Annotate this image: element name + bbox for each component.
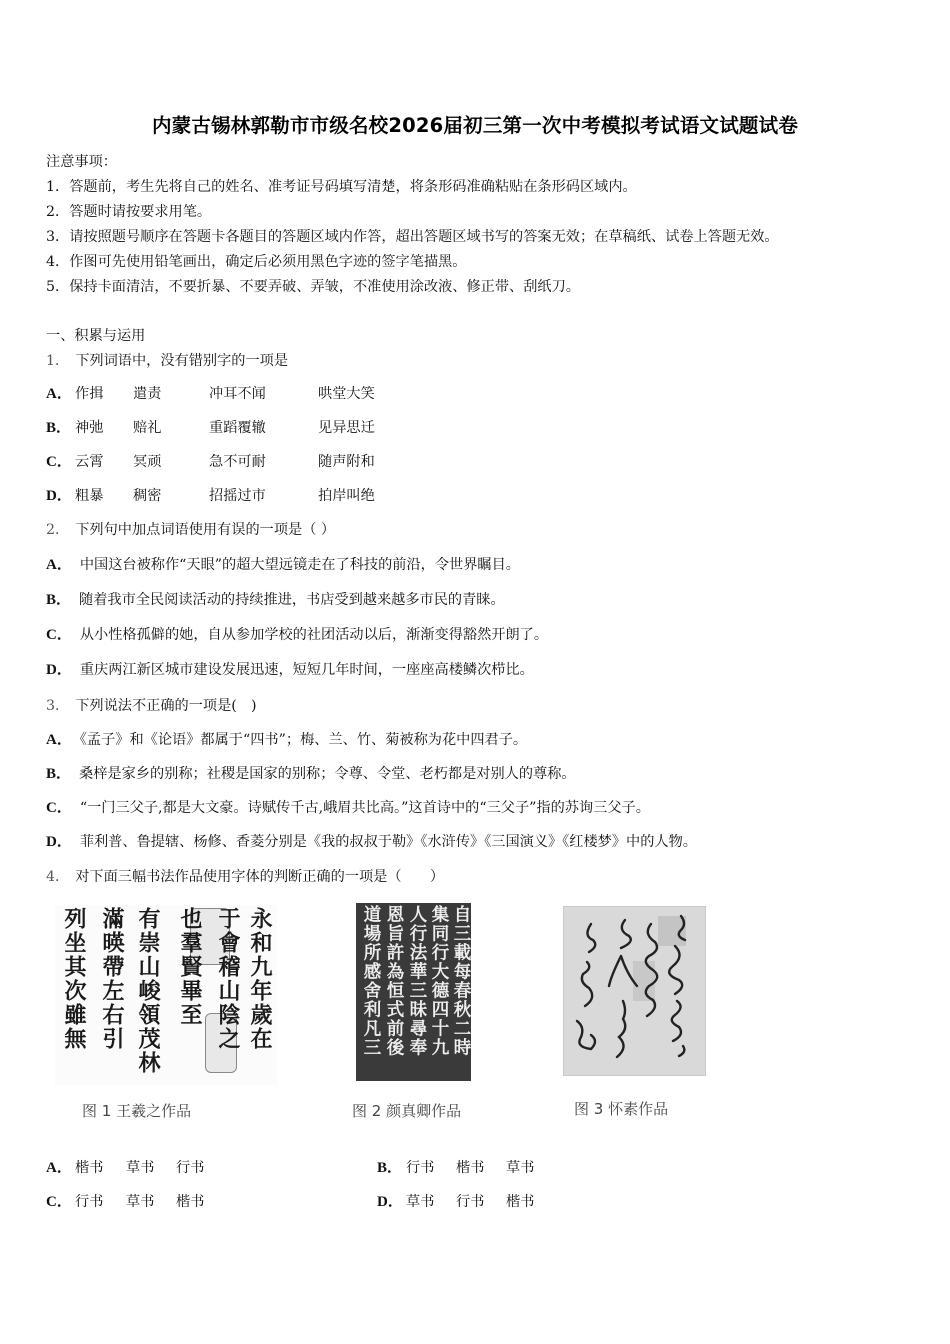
figure-3-caption: 图 3 怀素作品 [574,1100,669,1118]
q3-option-d[interactable] [46,832,697,852]
section-heading: 一、积累与运用 [46,328,146,344]
calligraphy-column: 集同行大德四十九 [429,905,449,1057]
calligraphy-column: 恩旨許為恒式前後 [384,905,404,1057]
option-word: 行书 [176,1160,205,1176]
option-text: 《孟子》和《论语》都属于“四书”；梅、兰、竹、菊被称为花中四君子。 [79,732,528,748]
option-label: C． [46,1194,72,1210]
option-word: 草书 [126,1194,155,1210]
q3-option-c[interactable] [46,798,650,818]
option-label: C． [46,627,72,643]
option-word: 行书 [75,1194,104,1210]
notice-text: 作图可先使用铅笔画出，确定后必须用黑色字迹的签字笔描黑。 [69,254,467,270]
calligraphy-column: 列坐其次雖無 [61,907,87,1051]
option-label: D． [46,834,72,850]
option-text: 重庆两江新区城市建设发展迅速，短短几年时间，一座座高楼鳞次栉比。 [79,662,534,678]
q2-option-c[interactable] [46,625,548,645]
option-word: 随声附和 [318,454,375,470]
option-word: 神弛 [75,420,104,436]
question-text: 对下面三幅书法作品使用字体的判断正确的一项是（ ） [75,869,445,885]
question-1-stem [46,351,288,371]
calligraphy-column: 有崇山峻領茂林 [135,907,161,1075]
option-word: 草书 [126,1160,155,1176]
option-text: “一门三父子,都是大文豪。诗赋传千古,峨眉共比高。”这首诗中的“三父子”指的苏询三父子。 [79,800,650,816]
q4-option-d[interactable] [377,1192,677,1212]
question-4-stem [46,867,444,887]
notice-num: 5． [46,279,70,295]
q2-option-d[interactable] [46,660,534,680]
notice-num: 4． [46,254,70,270]
option-label: B． [377,1160,403,1176]
notice-num: 1． [46,179,70,195]
cursive-strokes-icon [563,906,706,1076]
q1-option-a[interactable] [46,384,446,404]
question-3-stem [46,696,257,716]
option-text: 中国这台被称作“天眼”的超大望远镜走在了科技的前沿，令世界瞩目。 [79,557,520,573]
q4-option-a[interactable] [46,1158,346,1178]
notice-heading: 注意事项： [46,154,117,170]
option-label: B． [46,420,72,436]
question-number: 2． [46,522,70,538]
option-word: 作揖 [75,386,104,402]
option-word: 见异思迁 [318,420,375,436]
option-word: 冥顽 [133,454,162,470]
notice-item [46,177,637,197]
option-word: 楷书 [75,1160,104,1176]
option-word: 拍岸叫绝 [318,488,375,504]
option-word: 行书 [406,1160,435,1176]
q2-option-b[interactable] [46,590,505,610]
q1-option-d[interactable] [46,486,446,506]
calligraphy-column: 道場所感舍利凡三 [361,905,381,1057]
calligraphy-column: 于會稽山陰之 [215,907,241,1051]
option-word: 草书 [506,1160,535,1176]
q3-option-a[interactable] [46,730,527,750]
option-label: C． [46,800,72,816]
option-word: 哄堂大笑 [318,386,375,402]
option-text: 随着我市全民阅读活动的持续推进，书店受到越来越多市民的青睐。 [79,592,505,608]
question-text: 下列句中加点词语使用有误的一项是（ ） [75,522,336,538]
q4-option-b[interactable] [377,1158,677,1178]
notice-text: 保持卡面清洁，不要折暴、不要弄破、弄皱，不准使用涂改液、修正带、刮纸刀。 [69,279,580,295]
question-text: 下列说法不正确的一项是( ) [75,698,257,714]
option-text: 从小性格孤僻的她，自从参加学校的社团活动以后，渐渐变得豁然开朗了。 [79,627,549,643]
notice-item [46,252,466,272]
calligraphy-figure-2-image [356,903,471,1081]
figure-2-caption: 图 2 颜真卿作品 [352,1102,462,1120]
question-text: 下列词语中，没有错别字的一项是 [75,353,289,369]
option-word: 云霄 [75,454,104,470]
calligraphy-column: 滿暎帶左右引 [99,907,125,1051]
notice-text: 请按照题号顺序在答题卡各题目的答题区域内作答，超出答题区域书写的答案无效；在草稿纸、试卷上答题无效。 [69,229,779,245]
option-label: A． [46,386,72,402]
option-label: D． [46,488,72,504]
calligraphy-column: 也羣賢畢至 [177,907,203,1027]
calligraphy-figure-3-image [563,906,706,1076]
q3-option-b[interactable] [46,764,576,784]
figure-1-caption: 图 1 王羲之作品 [82,1102,192,1120]
calligraphy-column: 自三載每春秋二時 [451,905,471,1057]
question-number: 1． [46,353,70,369]
notice-num: 3． [46,229,70,245]
notice-item [46,202,211,222]
option-word: 重蹈覆辙 [209,420,266,436]
option-label: A． [46,1160,72,1176]
calligraphy-column: 永和九年歲在 [247,907,273,1051]
option-word: 行书 [456,1194,485,1210]
option-text: 桑梓是家乡的别称；社稷是国家的别称；令尊、令堂、老朽都是对别人的尊称。 [79,766,576,782]
option-label: D． [46,662,72,678]
option-word: 稠密 [133,488,162,504]
option-label: D． [377,1194,403,1210]
q1-option-b[interactable] [46,418,446,438]
option-word: 楷书 [506,1194,535,1210]
q4-option-c[interactable] [46,1192,346,1212]
question-number: 4． [46,869,70,885]
notice-item [46,277,580,297]
question-number: 3． [46,698,70,714]
option-word: 遣责 [133,386,162,402]
calligraphy-column: 人行法華三昧尋奉 [407,905,427,1057]
option-label: C． [46,454,72,470]
option-word: 粗暴 [75,488,104,504]
option-word: 急不可耐 [209,454,266,470]
option-label: B． [46,766,72,782]
notice-item [46,227,779,247]
calligraphy-figure-1-image [55,905,277,1085]
q2-option-a[interactable] [46,555,520,575]
option-label: B． [46,592,72,608]
exam-title: 内蒙古锡林郭勒市市级名校2026届初三第一次中考模拟考试语文试题试卷 [151,114,799,137]
option-word: 草书 [406,1194,435,1210]
question-2-stem [46,520,335,540]
option-label: A． [46,732,72,748]
notice-text: 答题时请按要求用笔。 [69,204,212,220]
option-label: A． [46,557,72,573]
notice-text: 答题前，考生先将自己的姓名、准考证号码填写清楚，将条形码准确粘贴在条形码区域内。 [69,179,637,195]
option-word: 冲耳不闻 [209,386,266,402]
option-word: 楷书 [456,1160,485,1176]
option-word: 赔礼 [133,420,162,436]
option-word: 招摇过市 [209,488,266,504]
option-word: 楷书 [176,1194,205,1210]
notice-num: 2． [46,204,70,220]
q1-option-c[interactable] [46,452,446,472]
option-text: 菲利普、鲁提辖、杨修、香菱分别是《我的叔叔于勒》《水浒传》《三国演义》《红楼梦》中的人物。 [79,834,697,850]
